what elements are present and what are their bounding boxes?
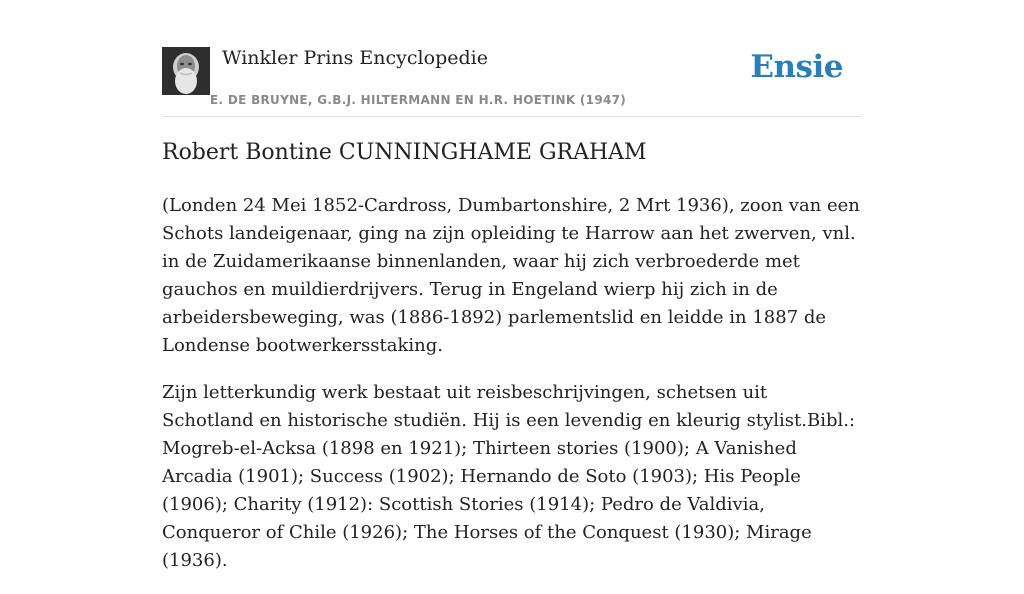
- article-body: [162, 192, 862, 594]
- article-paragraph: Zijn letterkundig werk bestaat uit reisbeschrijvingen, schetsen uit Schotland en historische studiën. Hij is een levendig en kleurig stylist.Bibl.: Mogreb-el-Acksa (1898 en 1921); Thirteen stories (1900); A Vanished Arcadia (1901); Success (1902); Hernando de Soto (1903); His People (1906); Charity (1912): Scottish Stories (1914); Pedro de Valdivia, Conqueror of Chile (1926); The Horses of the Conquest (1930); Mirage (1936).: [162, 382, 856, 571]
- article-paragraph: (Londen 24 Mei 1852-Cardross, Dumbartonshire, 2 Mrt 1936), zoon van een Schots landeigenaar, ging na zijn opleiding te Harrow aan het zwerven, vnl. in de Zuidamerikaanse binnenlanden, waar hij zich verbroederde met gauchos en muildierdrijvers. Terug in Engeland wierp hij zich in de arbeidersbeweging, was (1886-1892) parlementslid en leidde in 1887 de Londense bootwerkersstaking.: [162, 195, 860, 356]
- article-title: Robert Bontine CUNNINGHAME GRAHAM: [162, 140, 647, 165]
- authors-credit: E. DE BRUYNE, G.B.J. HILTERMANN EN H.R. HOETINK (1947): [210, 93, 627, 107]
- site-title[interactable]: Winkler Prins Encyclopedie: [222, 47, 488, 69]
- header: [162, 45, 862, 117]
- brand-logo[interactable]: Ensie: [750, 49, 843, 85]
- avatar[interactable]: [162, 47, 210, 95]
- portrait-avatar-icon: [162, 47, 210, 95]
